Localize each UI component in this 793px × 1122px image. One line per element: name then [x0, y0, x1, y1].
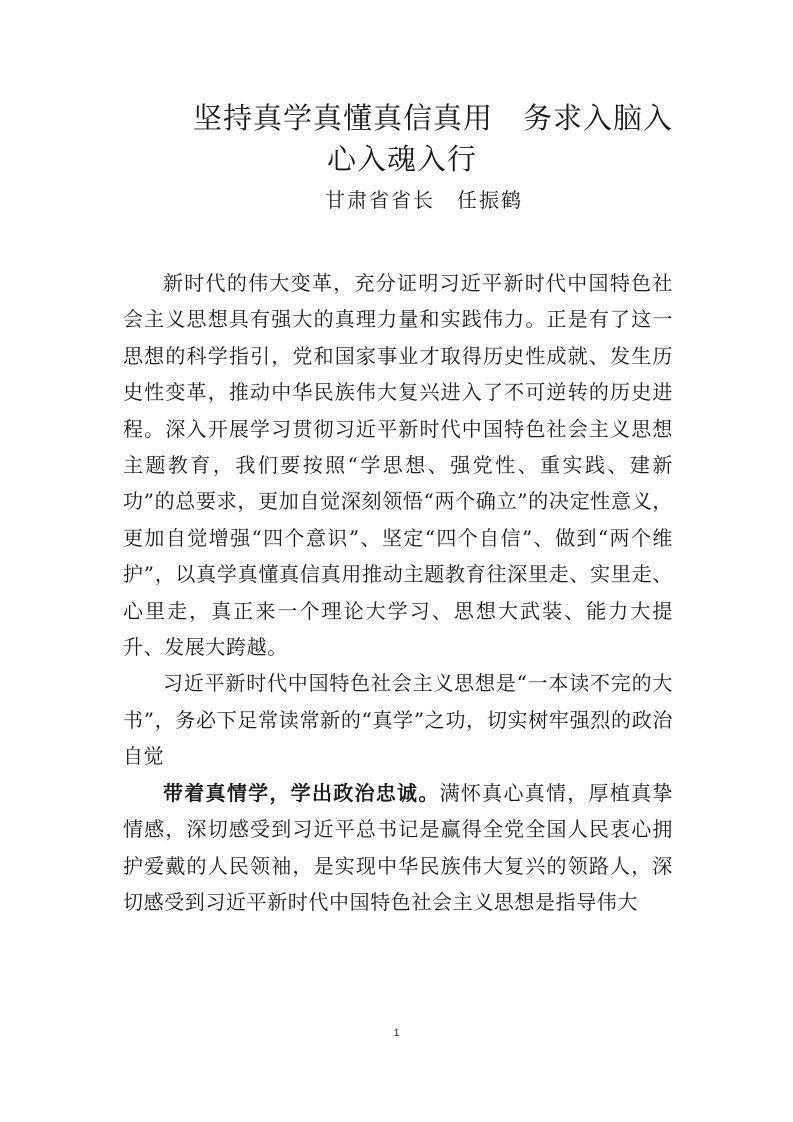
document-title-line-2: 心入魂入行 [327, 142, 478, 176]
page-number: 1 [393, 1028, 400, 1039]
paragraph-text: 新时代的伟大变革，充分证明习近平新时代中国特色社会主义思想具有强大的真理力量和实践伟力。正是有了这一思想的科学指引，党和国家事业才取得历史性成就、发生历史性变革，推动中华民族伟大复兴进入了不可逆转的历史进程。深入开展学习贯彻习近平新时代中国特色社会主义思想主题教育，我们要按照“学思想、强党性、重实践、建新功”的总要求，更加自觉深刻领悟“两个确立”的决定性意义，更加自觉增强“四个意识”、坚定“四个自信”、做到“两个维护”，以真学真懂真信真用推动主题教育往深里走、实里走、心里走，真正来一个理论大学习、思想大武装、能力大提升、发展大跨越。 [123, 271, 673, 660]
author-position: 甘肃省省长 [325, 188, 435, 212]
author-name: 任振鹤 [457, 188, 523, 212]
title-part-2: 务求入脑入 [523, 101, 674, 135]
document-body [123, 265, 673, 920]
paragraph-text: 满怀真心真情，厚植真挚情感，深切感受到习近平总书记是赢得全党全国人民衷心拥护爱戴的人民领袖，是实现中华民族伟大复兴的领路人，深切感受到习近平新时代中国特色社会主义思想是指导伟大 [123, 780, 673, 914]
body-paragraph-3 [123, 775, 673, 921]
paragraph-text: 习近平新时代中国特色社会主义思想是“一本读不完的大书”，务必下足常读常新的“真学”之功，切实树牢强烈的政治自觉 [123, 671, 673, 769]
title-part-1: 坚持真学真懂真信真用 [193, 101, 494, 135]
body-paragraph-2 [123, 665, 673, 774]
author-byline [325, 186, 523, 214]
document-title-line-1 [193, 100, 673, 136]
body-paragraph-1 [123, 265, 673, 665]
paragraph-lead: 带着真情学，学出政治忠诚。 [163, 780, 440, 805]
